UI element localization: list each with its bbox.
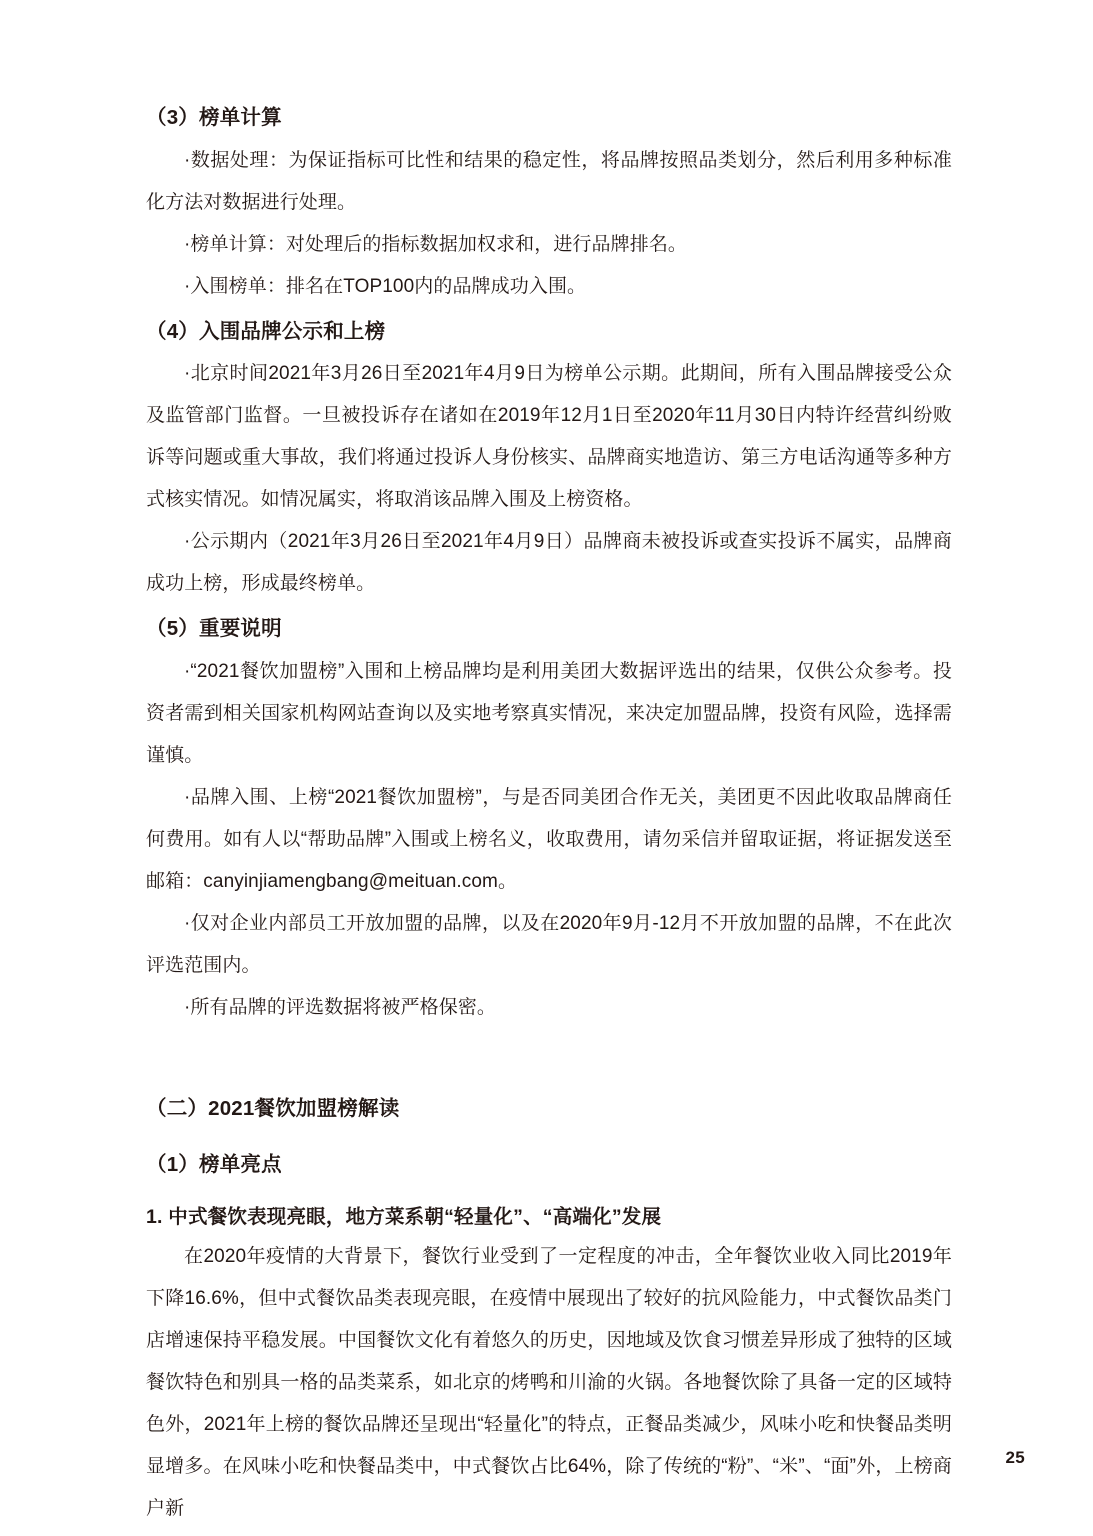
heading-part-two: （二）2021餐饮加盟榜解读 [146,1097,400,1121]
spacer [146,308,952,318]
page-number: 25 [1005,1448,1025,1467]
heading-part-two-sub-1: （1）榜单亮点 [146,1152,282,1176]
bullet-s5-3: ·仅对企业内部员工开放加盟的品牌，以及在2020年9月-12月不开放加盟的品牌，不在此次评选范围内。 [146,913,952,977]
heading-section-3: （3）榜单计算 [146,106,282,129]
spacer-large [146,1029,952,1095]
spacer [146,1131,952,1151]
bullet-s4-1: ·北京时间2021年3月26日至2021年4月9日为榜单公示期。此期间，所有入围品牌接受公众及监管部门监督。一旦被投诉存在诸如在2019年12月1日至2020年11月30日内特许经营纠纷败诉等问题或重大事故，我们将通过投诉人身份核实、品牌商实地造访、第三方电话沟通等多种方式核实情况。如情况属实，将取消该品牌入围及上榜资格。 [146,363,952,511]
bullet-s3-3: ·入围榜单：排名在TOP100内的品牌成功入围。 [184,275,587,297]
bullet-s5-4: ·所有品牌的评选数据将被严格保密。 [184,997,497,1019]
bullet-s4-2: ·公示期内（2021年3月26日至2021年4月9日）品牌商未被投诉或查实投诉不属实，品牌商成功上榜，形成最终榜单。 [146,531,952,595]
bullet-s5-2: ·品牌入围、上榜“2021餐饮加盟榜”，与是否同美团合作无关，美团更不因此收取品牌商任何费用。如有人以“帮助品牌”入围或上榜名义，收取费用，请勿采信并留取证据，将证据发送至邮箱：canyinjiamengbang@meituan.com。 [146,787,952,893]
heading-section-4: （4）入围品牌公示和上榜 [146,319,386,343]
heading-topic-1: 1. 中式餐饮表现亮眼，地方菜系朝“轻量化”、“高端化”发展 [146,1206,662,1229]
bullet-s3-2: ·榜单计算：对处理后的指标数据加权求和，进行品牌排名。 [184,233,688,255]
spacer [146,1184,952,1204]
bullet-s5-1: ·“2021餐饮加盟榜”入围和上榜品牌均是利用美团大数据评选出的结果，仅供公众参考。投资者需到相关国家机构网站查询以及实地考察真实情况，来决定加盟品牌，投资有风险，选择需谨慎。 [146,661,952,767]
spacer [146,605,952,615]
paragraph-topic-1: 在2020年疫情的大背景下，餐饮行业受到了一定程度的冲击，全年餐饮业收入同比2019年下降16.6%，但中式餐饮品类表现亮眼，在疫情中展现出了较好的抗风险能力，中式餐饮品类门店增速保持平稳发展。中国餐饮文化有着悠久的历史，因地域及饮食习惯差异形成了独特的区域餐饮特色和别具一格的品类菜系，如北京的烤鸭和川渝的火锅。各地餐饮除了具备一定的区域特色外，2021年上榜的餐饮品牌还呈现出“轻量化”的特点，正餐品类减少，风味小吃和快餐品类明显增多。在风味小吃和快餐品类中，中式餐饮占比64%，除了传统的“粉”、“米”、“面”外，上榜商户新 [146,1245,952,1519]
bullet-s3-1: ·数据处理：为保证指标可比性和结果的稳定性，将品牌按照品类划分，然后利用多种标准化方法对数据进行处理。 [146,149,952,213]
page-content [146,104,952,1530]
heading-section-5: （5）重要说明 [146,617,282,641]
